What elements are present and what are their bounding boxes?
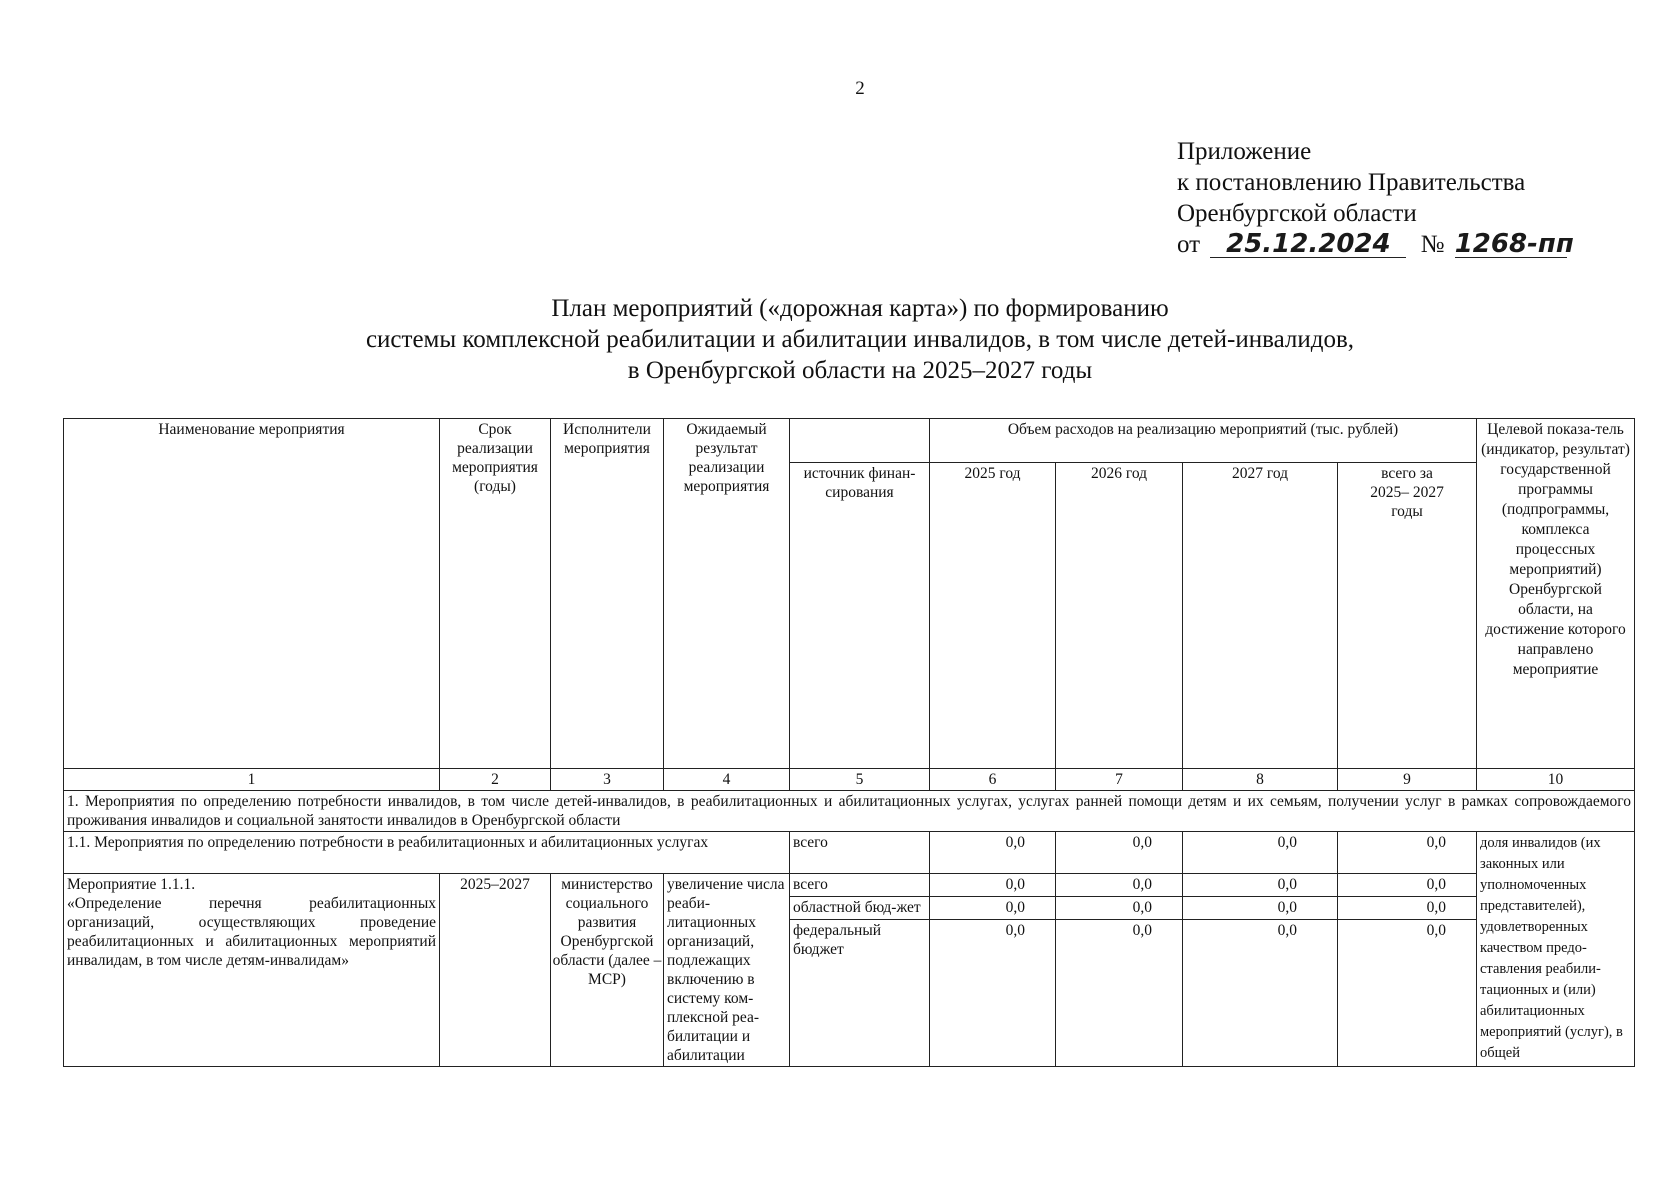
section-1-title: 1. Мероприятия по определению потребности инвалидов, в том числе детей-инвалидов, в реабилитационных и абилитационных услугах, услугах ранней помощи детям и их семьям, получении услуг в рамках сопровождаемого проживания инвалидов и социальной занятости инвалидов в Оренбургской области <box>64 791 1635 832</box>
measure-1-1-1-row-total <box>64 874 1635 897</box>
column-number: 5 <box>790 769 930 791</box>
resolution-date: 25.12.2024 <box>1210 231 1406 258</box>
page-number: 2 <box>855 78 865 99</box>
header-2025: 2025 год <box>930 463 1056 769</box>
header-blank <box>790 419 930 463</box>
subsection-1-1-2026: 0,0 <box>1056 832 1183 874</box>
appendix-region: Оренбургской области <box>1177 200 1417 227</box>
column-number: 3 <box>551 769 664 791</box>
measure-row-source: федеральный бюджет <box>790 920 930 1067</box>
title-line-2: системы комплексной реабилитации и абилитации инвалидов, в том числе детей-инвалидов, <box>365 326 1355 353</box>
column-number: 1 <box>64 769 440 791</box>
measure-row-2027: 0,0 <box>1183 874 1338 897</box>
column-number: 6 <box>930 769 1056 791</box>
header-term: Срок реализации мероприятия (годы) <box>440 419 551 769</box>
measure-row-total: 0,0 <box>1338 874 1477 897</box>
column-number: 9 <box>1338 769 1477 791</box>
measure-1-1-1-result: увеличение числа реаби-литационных организаций, подлежащих включению в систему ком-плексной реа-билитации и абилитации <box>664 874 790 1067</box>
subsection-1-1-2027: 0,0 <box>1183 832 1338 874</box>
header-row-1 <box>64 419 1635 463</box>
header-executors: Исполнители мероприятия <box>551 419 664 769</box>
header-2026: 2026 год <box>1056 463 1183 769</box>
measure-row-2025: 0,0 <box>930 920 1056 1067</box>
measure-1-1-1-term: 2025–2027 <box>440 874 551 1067</box>
document-title <box>0 293 1667 386</box>
measure-row-total: 0,0 <box>1338 897 1477 920</box>
measure-1-1-1-name <box>64 874 440 1067</box>
resolution-number: 1268-пп <box>1454 229 1574 259</box>
appendix-block <box>1177 136 1574 260</box>
measure-row-2026: 0,0 <box>1056 897 1183 920</box>
header-source: источник финан-сирования <box>790 463 930 769</box>
measure-1-1-1-executors: министерство социального развития Оренбургской области (далее – МСР) <box>551 874 664 1067</box>
column-number: 8 <box>1183 769 1338 791</box>
measure-row-2027: 0,0 <box>1183 920 1338 1067</box>
appendix-date-number <box>1177 229 1574 260</box>
appendix-title: Приложение <box>1177 138 1312 165</box>
measure-row-2026: 0,0 <box>1056 920 1183 1067</box>
column-number: 4 <box>664 769 790 791</box>
measure-1-1-1-label: Мероприятие 1.1.1. <box>67 876 196 893</box>
measure-row-source: всего <box>790 874 930 897</box>
title-line-1: План мероприятий («дорожная карта») по формированию <box>551 295 1169 322</box>
from-label: от <box>1177 231 1201 258</box>
subsection-1-1-row <box>64 832 1635 874</box>
column-number: 7 <box>1056 769 1183 791</box>
roadmap-table <box>63 418 1635 1067</box>
measure-row-2026: 0,0 <box>1056 874 1183 897</box>
subsection-1-1-2025: 0,0 <box>930 832 1056 874</box>
appendix-resolution: к постановлению Правительства <box>1177 169 1526 196</box>
column-number-row <box>64 769 1635 791</box>
number-label: № <box>1420 231 1445 258</box>
column-number: 2 <box>440 769 551 791</box>
section-1-row <box>64 791 1635 832</box>
measure-1-1-1-description: «Определение перечня реабилитационных организаций, осуществляющих проведение реабилитационных и абилитационных мероприятий инвалидам, в том числе детям-инвалидам» <box>67 895 436 969</box>
subsection-1-1-source: всего <box>790 832 930 874</box>
measure-row-total: 0,0 <box>1338 920 1477 1067</box>
measure-row-source: областной бюд-жет <box>790 897 930 920</box>
header-result: Ожидаемый результат реализации мероприятия <box>664 419 790 769</box>
header-name: Наименование мероприятия <box>64 419 440 769</box>
column-number: 10 <box>1477 769 1635 791</box>
header-expenses: Объем расходов на реализацию мероприятий (тыс. рублей) <box>930 419 1477 463</box>
subsection-1-1-indicator: доля инвалидов (их законных или уполномоченных представителей), удовлетворенных качеством предо-ставления реабили-тационных и (или) абилитационных мероприятий (услуг), в общей <box>1477 832 1635 1067</box>
measure-row-2025: 0,0 <box>930 874 1056 897</box>
subsection-1-1-title: 1.1. Мероприятия по определению потребности в реабилитационных и абилитационных услугах <box>64 832 790 874</box>
header-2027: 2027 год <box>1183 463 1338 769</box>
title-line-3: в Оренбургской области на 2025–2027 годы <box>627 357 1093 384</box>
measure-row-2025: 0,0 <box>930 897 1056 920</box>
subsection-1-1-total: 0,0 <box>1338 832 1477 874</box>
header-indicator: Целевой показа-тель (индикатор, результат) государственной программы (подпрограммы, комплекса процессных мероприятий) Оренбургской области, на достижение которого направлено мероприятие <box>1477 419 1635 769</box>
header-total: всего за 2025– 2027 годы <box>1338 463 1477 769</box>
measure-row-2027: 0,0 <box>1183 897 1338 920</box>
